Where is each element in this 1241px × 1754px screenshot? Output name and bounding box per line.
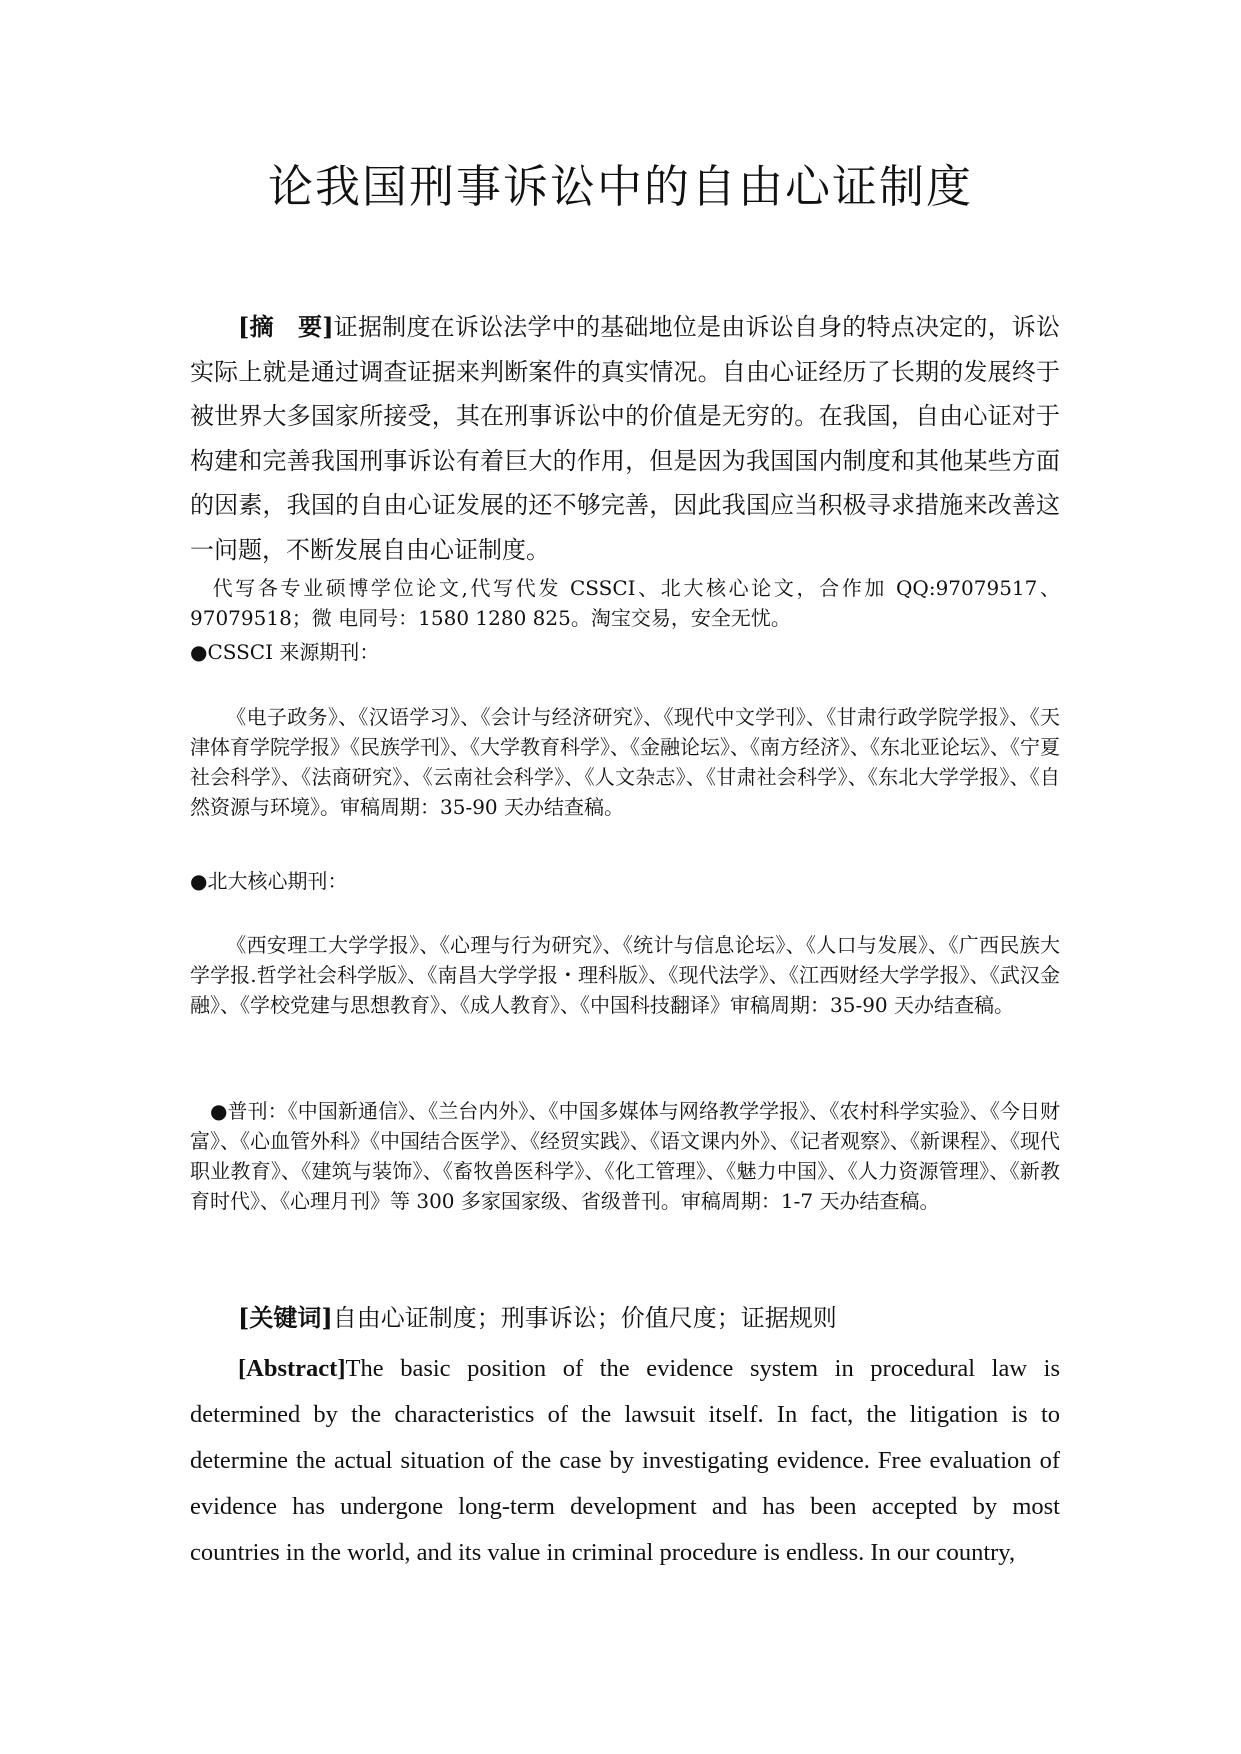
keywords-line: [190, 1300, 1060, 1336]
pku-heading: ●北大核心期刊：: [190, 869, 348, 893]
abstract-label-char2: 要: [297, 312, 323, 341]
english-abstract-text: The basic position of the evidence system in procedural law is determined by the characteristics of the lawsuit itself. In fact, the litigation is to determine the actual situation of the case by investigating evidence. Free evaluation of evidence has undergone long-term development and has been accepted by most countries in the world, and its value in criminal procedure is endless. In our country,: [190, 1355, 1060, 1566]
cssci-heading: ●CSSCI 来源期刊：: [190, 640, 380, 664]
english-abstract-label: [Abstract]: [238, 1355, 346, 1382]
cssci-journal-list: [190, 702, 1060, 822]
page-title: 论我国刑事诉讼中的自由心证制度: [267, 160, 973, 213]
ad-paragraph: [190, 573, 1060, 633]
abstract-label: [238, 312, 334, 341]
abstract-label-open: [: [238, 312, 250, 341]
abstract-text: 证据制度在诉讼法学中的基础地位是由诉讼自身的特点决定的，诉讼实际上就是通过调查证据来判断案件的真实情况。自由心证经历了长期的发展终于被世界大多国家所接受，其在刑事诉讼中的价值是无穷的。在我国，自由心证对于构建和完善我国刑事诉讼有着巨大的作用，但是因为我国国内制度和其他某些方面的因素，我国的自由心证发展的还不够完善，因此我国应当积极寻求措施来改善这一问题，不断发展自由心证制度。: [190, 313, 1061, 564]
english-abstract: [190, 1346, 1060, 1576]
ad-text: 代写各专业硕博学位论文,代写代发 CSSCI、北大核心论文，合作加 QQ:97079517、97079518；微 电同号：1580 1280 825。淘宝交易，安全无忧。: [190, 576, 1060, 630]
pku-list-text: 《西安理工大学学报》、《心理与行为研究》、《统计与信息论坛》、《人口与发展》、《广西民族大学学报.哲学社会科学版》、《南昌大学学报・理科版》、《现代法学》、《江西财经大学学报》、《武汉金融》、《学校党建与思想教育》、《成人教育》、《中国科技翻译》审稿周期：35-90 天办结查稿。: [190, 933, 1060, 1017]
cssci-list-text: 《电子政务》、《汉语学习》、《会计与经济研究》、《现代中文学刊》、《甘肃行政学院学报》、《天津体育学院学报》《民族学刊》、《大学教育科学》、《金融论坛》、《南方经济》、《东北亚论坛》、《宁夏社会科学》、《法商研究》、《云南社会科学》、《人文杂志》、《甘肃社会科学》、《东北大学学报》、《自然资源与环境》。审稿周期：35-90 天办结查稿。: [190, 705, 1060, 819]
abstract-label-close: ]: [322, 312, 334, 341]
chinese-abstract: [190, 305, 1060, 572]
general-journal-list: [190, 1096, 1060, 1216]
keywords-label: [关键词]: [238, 1303, 333, 1332]
abstract-label-char1: 摘: [249, 312, 274, 341]
pku-journal-list: [190, 930, 1060, 1020]
general-list-text: ●普刊：《中国新通信》、《兰台内外》、《中国多媒体与网络教学学报》、《农村科学实验》、《今日财富》、《心血管外科》《中国结合医学》、《经贸实践》、《语文课内外》、《记者观察》、《新课程》、《现代职业教育》、《建筑与装饰》、《畜牧兽医科学》、《化工管理》、《魅力中国》、《人力资源管理》、《新教育时代》、《心理月刊》等 300 多家国家级、省级普刊。审稿周期：1-7 天办结查稿。: [190, 1099, 1060, 1213]
keywords-text: 自由心证制度；刑事诉讼；价值尺度；证据规则: [332, 1304, 837, 1332]
